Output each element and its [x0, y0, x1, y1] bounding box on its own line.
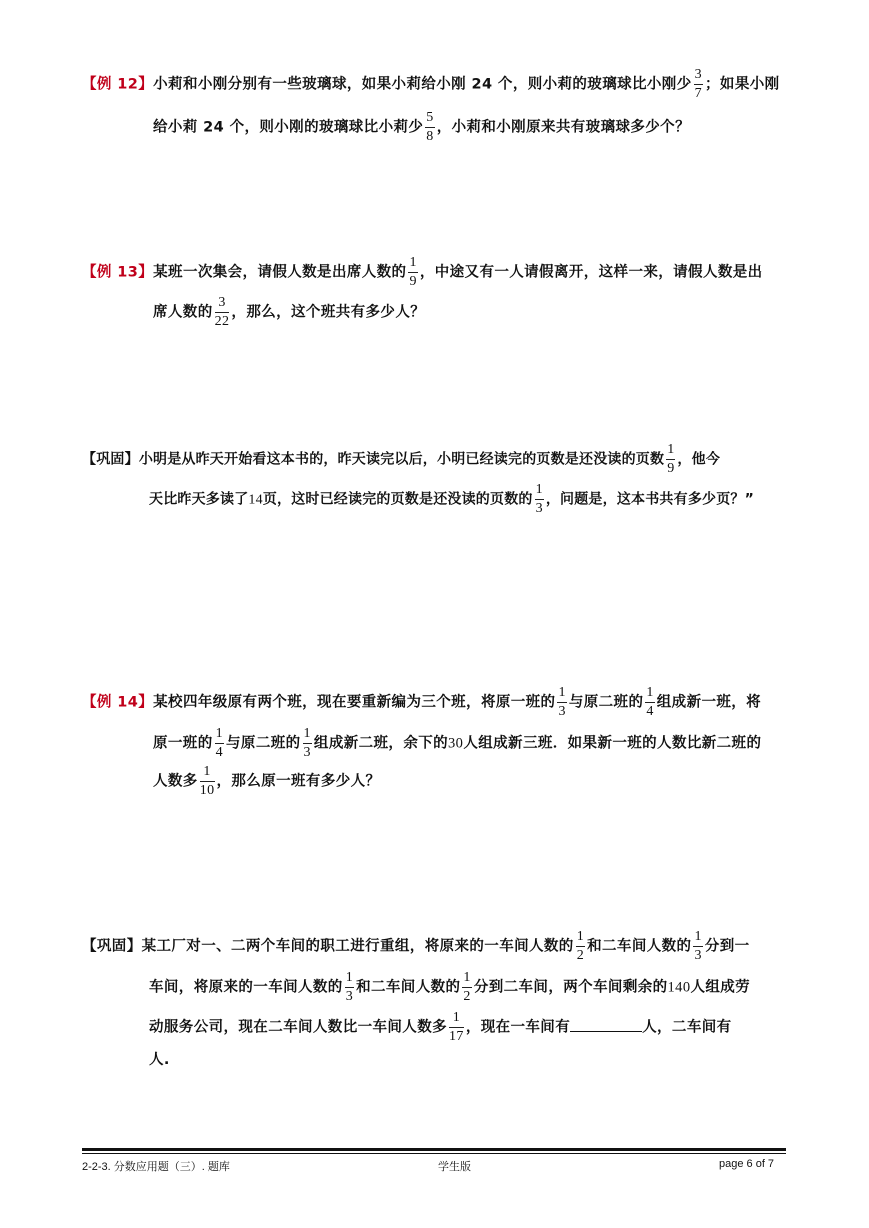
problem-text: 分到二车间，两个车间剩余的: [473, 979, 668, 996]
fraction-denominator: 9: [409, 274, 417, 289]
fraction-denominator: 4: [215, 745, 224, 760]
fraction-numerator: 1: [303, 727, 312, 744]
footer-center: 学生版: [438, 1161, 471, 1173]
fraction: [200, 765, 215, 798]
problem-text: 与原二班的: [568, 694, 644, 711]
problem-tag: 【例 12】: [82, 76, 154, 93]
problem-text: 和二车间人数的: [356, 979, 461, 996]
fraction-numerator: 1: [449, 1011, 464, 1028]
problem-text: 组成新二班，余下的: [313, 735, 449, 752]
number: 140: [667, 979, 691, 996]
fraction: [666, 443, 675, 476]
fraction: [557, 686, 566, 719]
problem-tag: 【巩固】: [82, 451, 139, 468]
fraction-denominator: 3: [694, 948, 702, 963]
problem-text: 小明是从昨天开始看这本书的，昨天读完以后，小明已经读完的页数是还没读的页数: [138, 451, 665, 468]
problem-text: 人数多: [153, 773, 198, 790]
problem-line: [82, 443, 720, 476]
fraction-denominator: 17: [449, 1029, 464, 1044]
problem-text: 动服务公司，现在二车间人数比一车间人数多: [149, 1019, 447, 1036]
problem-text: 天比昨天多读了: [149, 491, 249, 508]
problem-text: ，小莉和小刚原来共有玻璃球多少个？: [436, 119, 690, 136]
problem-text: ，现在一车间有: [465, 1019, 571, 1036]
problem-text: 给小莉 24 个，则小刚的玻璃球比小莉少: [153, 119, 424, 136]
fraction-denominator: 3: [558, 704, 566, 719]
problem-text: 某校四年级原有两个班，现在要重新编为三个班，将原一班的: [153, 694, 556, 711]
problem-text: 页，这时已经读完的页数是还没读的页数的: [262, 491, 533, 508]
problem-text: 某班一次集会，请假人数是出席人数的: [153, 264, 407, 281]
fraction-denominator: 3: [535, 501, 543, 516]
fraction: [576, 930, 585, 963]
problem-line: [149, 971, 750, 1004]
number: 30: [448, 735, 464, 752]
fraction-numerator: 1: [557, 686, 566, 703]
number: 14: [248, 492, 263, 508]
fraction-denominator: 22: [214, 314, 230, 329]
problem-text: 与原二班的: [226, 735, 301, 752]
problem-tag: 【例 14】: [82, 694, 154, 711]
problem-text: ；如果小刚: [705, 76, 780, 93]
fraction: [694, 68, 703, 101]
footer-left: 2-2-3. 分数应用题（三）. 题库: [82, 1161, 230, 1173]
problem-line: [82, 930, 750, 963]
fraction-denominator: 9: [667, 461, 675, 476]
problem-text: 小莉和小刚分别有一些玻璃球，如果小莉给小刚 24 个，则小莉的玻璃球比小刚少: [153, 76, 692, 93]
problem-text: ，中途又有一人请假离开，这样一来，请假人数是出: [419, 264, 763, 281]
fraction: [535, 483, 544, 516]
problem-text: 某工厂对一、二两个车间的职工进行重组，将原来的一车间人数的: [141, 938, 574, 955]
fraction: [215, 727, 224, 760]
problem-text: 人，二车间有: [642, 1019, 732, 1036]
fraction-denominator: 4: [646, 704, 654, 719]
problem-text: 人组成新三班．如果新一班的人数比新二班的: [463, 735, 762, 752]
fraction: [303, 727, 312, 760]
fraction-numerator: 1: [462, 971, 471, 988]
problem-text: 席人数的: [153, 304, 213, 321]
problem-text: 人组成劳: [690, 979, 751, 996]
answer-blank[interactable]: [570, 1017, 642, 1032]
problem-text: 车间，将原来的一车间人数的: [149, 979, 343, 996]
fraction-denominator: 3: [303, 745, 311, 760]
fraction-numerator: 5: [425, 111, 434, 128]
fraction-denominator: 2: [463, 989, 471, 1004]
fraction: [462, 971, 471, 1004]
problem-tag: 【例 13】: [82, 264, 154, 281]
problem-text: 原一班的: [153, 735, 213, 752]
fraction: [449, 1011, 464, 1044]
fraction: [693, 930, 702, 963]
problem-tag: 【巩固】: [82, 938, 142, 955]
fraction: [645, 686, 654, 719]
fraction-denominator: 3: [345, 989, 354, 1004]
fraction-numerator: 3: [694, 68, 703, 85]
problem-line: [149, 1011, 732, 1044]
problem-text: 人.: [149, 1052, 170, 1068]
fraction-numerator: 1: [345, 971, 354, 988]
fraction-numerator: 1: [215, 727, 224, 744]
fraction-denominator: 7: [694, 86, 703, 101]
fraction-numerator: 3: [215, 296, 230, 313]
problem-line: [82, 256, 763, 289]
problem-text: 和二车间人数的: [587, 938, 692, 955]
fraction-numerator: 1: [535, 483, 544, 500]
fraction-numerator: 1: [666, 443, 675, 460]
problem-text: ，问题是，这本书共有多少页？”: [545, 491, 755, 508]
problem-text: ，那么原一班有多少人？: [216, 773, 381, 790]
fraction-denominator: 8: [426, 129, 434, 144]
footer-divider: [82, 1148, 786, 1151]
problem-text: ，他今: [677, 451, 721, 468]
problem-text: 分到一: [704, 938, 750, 955]
fraction: [408, 256, 417, 289]
problem-line: [82, 68, 780, 101]
problem-line: [153, 727, 761, 760]
problem-text: ，那么，这个班共有多少人？: [231, 304, 426, 321]
fraction-numerator: 1: [576, 930, 585, 947]
problem-line: [149, 1048, 170, 1069]
problem-line: [149, 483, 754, 516]
fraction-numerator: 1: [200, 765, 215, 782]
fraction: [425, 111, 434, 144]
problem-line: [153, 111, 690, 144]
problem-line: [82, 686, 761, 719]
problem-line: [153, 296, 425, 329]
fraction-denominator: 2: [576, 948, 585, 963]
fraction-numerator: 1: [693, 930, 702, 947]
fraction: [215, 296, 230, 329]
fraction-denominator: 10: [199, 783, 215, 798]
fraction: [345, 971, 354, 1004]
fraction-numerator: 1: [408, 256, 417, 273]
fraction-numerator: 1: [645, 686, 654, 703]
footer-page-number: page 6 of 7: [719, 1158, 775, 1170]
problem-text: 组成新一班，将: [656, 694, 762, 711]
problem-line: [153, 765, 380, 798]
footer-divider: [82, 1153, 786, 1154]
